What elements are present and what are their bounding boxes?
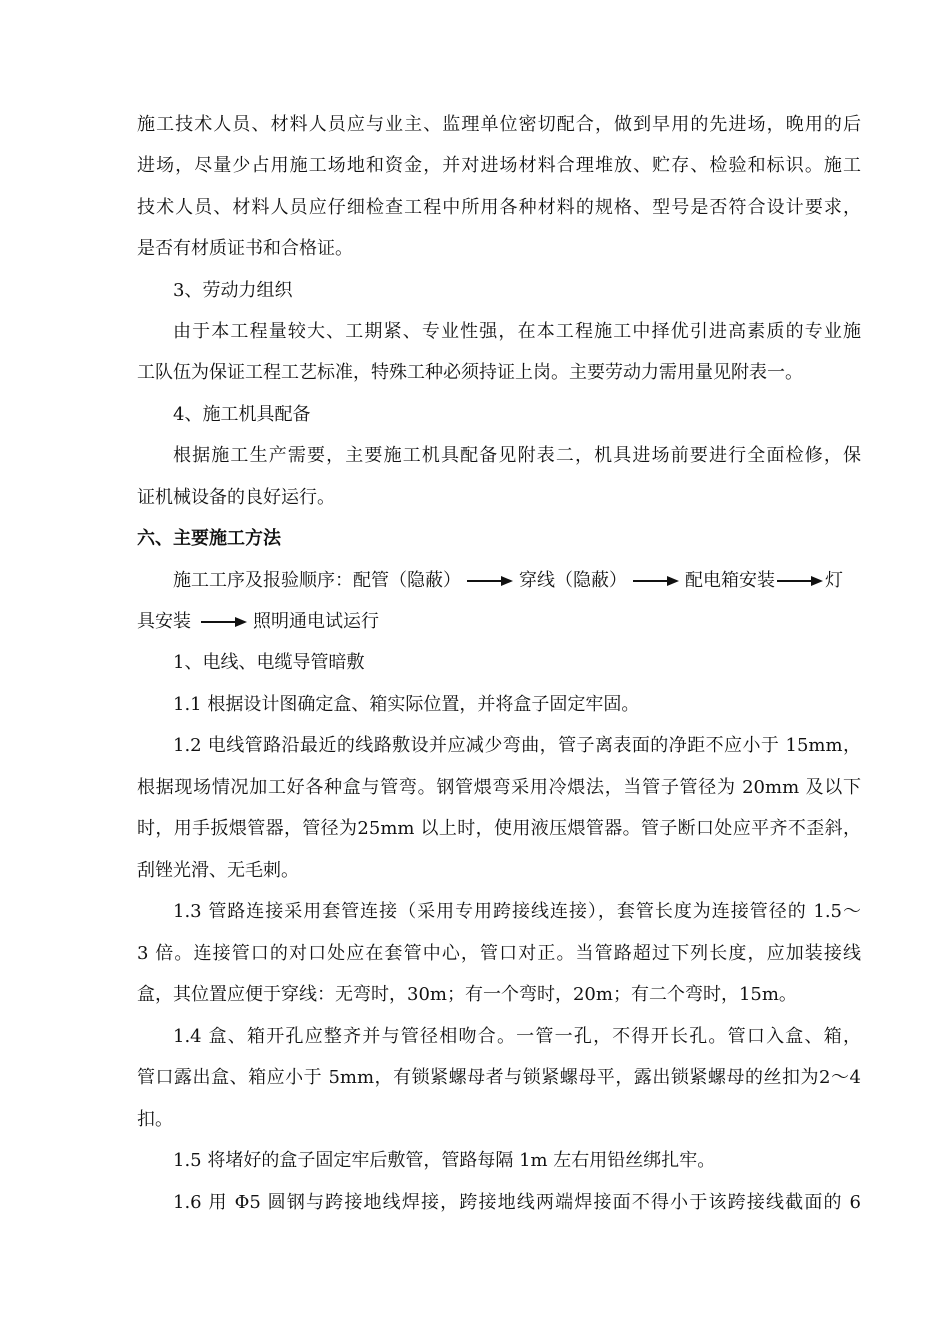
flow-prefix: 施工工序及报验顺序： [173, 570, 353, 591]
paragraph-line: 进场，尽量少占用施工场地和资金，并对进场材料合理堆放、贮存、检验和标识。施工 [137, 155, 861, 176]
paragraph-line: 施工技术人员、材料人员应与业主、监理单位密切配合，做到早用的先进场，晚用的后 [137, 114, 861, 135]
arrow-right-icon [777, 575, 823, 587]
process-flow-continued [137, 611, 861, 633]
arrow-right-icon [201, 616, 247, 628]
clause-1-5: 1.5 将堵好的盒子固定牢后敷管，管路每隔 1m 左右用铅丝绑扎牢。 [173, 1150, 716, 1171]
process-flow [173, 570, 873, 592]
flow-step: 配电箱安装 [685, 570, 775, 591]
subheading-labor: 3、劳动力组织 [173, 280, 293, 301]
paragraph-line: 刮锉光滑、无毛刺。 [137, 860, 299, 881]
paragraph-line: 技术人员、材料人员应仔细检查工程中所用各种材料的规格、型号是否符合设计要求， [137, 197, 861, 218]
arrow-right-icon [633, 575, 679, 587]
subheading-equipment: 4、施工机具配备 [173, 404, 311, 425]
clause-1-1: 1.1 根据设计图确定盒、箱实际位置，并将盒子固定牢固。 [173, 694, 640, 715]
paragraph-line: 根据现场情况加工好各种盒与管弯。钢管煨弯采用冷煨法，当管子管径为 20mm 及以下 [137, 777, 861, 798]
flow-step: 具安装 [137, 611, 191, 632]
subheading-conduit: 1、电线、电缆导管暗敷 [173, 652, 365, 673]
paragraph-line: 是否有材质证书和合格证。 [137, 238, 353, 259]
paragraph-line: 管口露出盒、箱应小于 5mm，有锁紧螺母者与锁紧螺母平，露出锁紧螺母的丝扣为2～4 [137, 1067, 861, 1088]
clause-1-6: 1.6 用 Φ5 圆钢与跨接地线焊接，跨接地线两端焊接面不得小于该跨接线截面的 6 [173, 1192, 861, 1213]
paragraph-line: 盒，其位置应便于穿线：无弯时，30m；有一个弯时，20m；有二个弯时，15m。 [137, 984, 797, 1005]
clause-1-4: 1.4 盒、箱开孔应整齐并与管径相吻合。一管一孔，不得开长孔。管口入盒、箱， [173, 1026, 861, 1047]
clause-1-2: 1.2 电线管路沿最近的线路敷设并应减少弯曲，管子离表面的净距不应小于 15mm， [173, 735, 861, 756]
flow-step: 配管（隐蔽） [353, 570, 461, 591]
paragraph-line: 证机械设备的良好运行。 [137, 487, 335, 508]
paragraph-line: 时，用手扳煨管器，管径为25mm 以上时，使用液压煨管器。管子断口处应平齐不歪斜， [137, 818, 861, 839]
flow-step: 穿线（隐蔽） [519, 570, 627, 591]
paragraph-line: 由于本工程量较大、工期紧、专业性强，在本工程施工中择优引进高素质的专业施 [173, 321, 861, 342]
arrow-right-icon [467, 575, 513, 587]
paragraph-line: 工队伍为保证工程工艺标准，特殊工种必须持证上岗。主要劳动力需用量见附表一。 [137, 362, 803, 383]
clause-1-3: 1.3 管路连接采用套管连接（采用专用跨接线连接），套管长度为连接管径的 1.5～ [173, 901, 861, 922]
paragraph-line: 扣。 [137, 1109, 173, 1130]
paragraph-line: 3 倍。连接管口的对口处应在套管中心，管口对正。当管路超过下列长度，应加装接线 [137, 943, 861, 964]
flow-step: 照明通电试运行 [253, 611, 379, 632]
section-heading: 六、主要施工方法 [137, 528, 281, 549]
flow-step: 灯 [825, 570, 843, 591]
paragraph-line: 根据施工生产需要，主要施工机具配备见附表二，机具进场前要进行全面检修，保 [173, 445, 861, 466]
